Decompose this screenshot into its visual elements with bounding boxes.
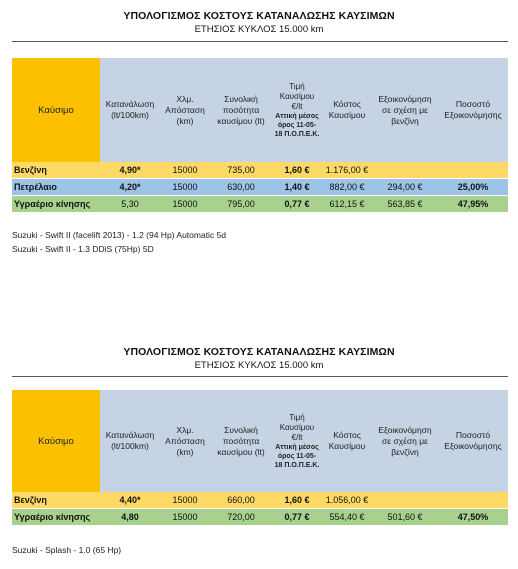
consumption-cell: 5,30 bbox=[100, 196, 160, 213]
consumption-cell: 4,80 bbox=[100, 509, 160, 526]
table1-car-note-2: Suzuki - Swift II - 1.3 DDiS (75Hp) 5D bbox=[12, 244, 154, 254]
table2-heading bbox=[0, 346, 518, 371]
quantity-cell: 735,00 bbox=[210, 162, 272, 179]
header-savings-percent: Ποσοστό Εξοικονόμησης bbox=[438, 390, 508, 492]
table-row bbox=[12, 179, 508, 196]
savings-cell: 563,85 € bbox=[372, 196, 438, 213]
fuel-name: Βενζίνη bbox=[12, 162, 100, 179]
header-fuel-price bbox=[272, 390, 322, 492]
header-distance: Χλμ. Απόσταση (km) bbox=[160, 390, 210, 492]
table2-title: ΥΠΟΛΟΓΙΣΜΟΣ ΚΟΣΤΟΥΣ ΚΑΤΑΝΑΛΩΣΗΣ ΚΑΥΣΙΜΩΝ bbox=[123, 346, 395, 358]
table-row bbox=[12, 492, 508, 509]
savings-cell bbox=[372, 492, 438, 509]
savings-cell bbox=[372, 162, 438, 179]
table1-divider bbox=[12, 41, 508, 42]
table-row bbox=[12, 196, 508, 213]
quantity-cell: 720,00 bbox=[210, 509, 272, 526]
header-fuel: Καύσιμο bbox=[12, 58, 100, 162]
distance-cell: 15000 bbox=[160, 509, 210, 526]
header-fuel-price-note: Αττική μέσος όρος 11-05-18 Π.Ο.Π.Ε.Κ. bbox=[274, 443, 320, 469]
percent-cell: 25,00% bbox=[438, 179, 508, 196]
header-fuel-price bbox=[272, 58, 322, 162]
quantity-cell: 630,00 bbox=[210, 179, 272, 196]
fuel-name: Πετρέλαιο bbox=[12, 179, 100, 196]
price-cell: 0,77 € bbox=[272, 196, 322, 213]
table2-subtitle: ΕΤΗΣΙΟΣ ΚΥΚΛΟΣ 15.000 km bbox=[194, 360, 324, 371]
percent-cell: 47,95% bbox=[438, 196, 508, 213]
price-cell: 1,40 € bbox=[272, 179, 322, 196]
percent-cell bbox=[438, 492, 508, 509]
cost-cell: 1.056,00 € bbox=[322, 492, 372, 509]
quantity-cell: 795,00 bbox=[210, 196, 272, 213]
table2 bbox=[12, 390, 508, 525]
price-cell: 0,77 € bbox=[272, 509, 322, 526]
header-savings: Εξοικονόμηση σε σχέση με βενζίνη bbox=[372, 58, 438, 162]
table1-subtitle: ΕΤΗΣΙΟΣ ΚΥΚΛΟΣ 15.000 km bbox=[194, 24, 324, 35]
header-fuel-price-note: Αττική μέσος όρος 11-05-18 Π.Ο.Π.Ε.Κ. bbox=[274, 112, 320, 138]
consumption-cell: 4,40* bbox=[100, 492, 160, 509]
header-fuel-cost: Κόστος Καυσίμου bbox=[322, 390, 372, 492]
cost-cell: 612,15 € bbox=[322, 196, 372, 213]
table1-title: ΥΠΟΛΟΓΙΣΜΟΣ ΚΟΣΤΟΥΣ ΚΑΤΑΝΑΛΩΣΗΣ ΚΑΥΣΙΜΩΝ bbox=[123, 10, 395, 22]
header-total-quantity: Συνολική ποσότητα καυσίμου (lt) bbox=[210, 390, 272, 492]
savings-cell: 294,00 € bbox=[372, 179, 438, 196]
table1-header-row bbox=[12, 58, 508, 162]
table1-car-note-1: Suzuki - Swift II (facelift 2013) - 1.2 (94 Hp) Automatic 5d bbox=[12, 230, 227, 240]
consumption-cell: 4,20* bbox=[100, 179, 160, 196]
percent-cell: 47,50% bbox=[438, 509, 508, 526]
header-fuel: Καύσιμο bbox=[12, 390, 100, 492]
distance-cell: 15000 bbox=[160, 492, 210, 509]
distance-cell: 15000 bbox=[160, 162, 210, 179]
table1 bbox=[12, 58, 508, 212]
table2-header-row bbox=[12, 390, 508, 492]
header-savings: Εξοικονόμηση σε σχέση με βενζίνη bbox=[372, 390, 438, 492]
table1-heading bbox=[0, 10, 518, 35]
header-fuel-cost: Κόστος Καυσίμου bbox=[322, 58, 372, 162]
table-row bbox=[12, 162, 508, 179]
header-consumption: Κατανάλωση (lt/100km) bbox=[100, 58, 160, 162]
cost-cell: 882,00 € bbox=[322, 179, 372, 196]
percent-cell bbox=[438, 162, 508, 179]
cost-cell: 1.176,00 € bbox=[322, 162, 372, 179]
header-savings-percent: Ποσοστό Εξοικονόμησης bbox=[438, 58, 508, 162]
distance-cell: 15000 bbox=[160, 179, 210, 196]
header-total-quantity: Συνολική ποσότητα καυσίμου (lt) bbox=[210, 58, 272, 162]
header-fuel-price-main: Τιμή Καυσίμου €/lt bbox=[279, 412, 315, 442]
fuel-name: Υγραέριο κίνησης bbox=[12, 196, 100, 213]
header-distance: Χλμ. Απόσταση (km) bbox=[160, 58, 210, 162]
header-fuel-price-main: Τιμή Καυσίμου €/lt bbox=[279, 81, 315, 111]
price-cell: 1,60 € bbox=[272, 492, 322, 509]
header-consumption: Κατανάλωση (lt/100km) bbox=[100, 390, 160, 492]
cost-cell: 554,40 € bbox=[322, 509, 372, 526]
fuel-name: Βενζίνη bbox=[12, 492, 100, 509]
distance-cell: 15000 bbox=[160, 196, 210, 213]
savings-cell: 501,60 € bbox=[372, 509, 438, 526]
price-cell: 1,60 € bbox=[272, 162, 322, 179]
table-row bbox=[12, 509, 508, 526]
table2-divider bbox=[12, 376, 508, 377]
table2-car-note-1: Suzuki - Splash - 1.0 (65 Hp) bbox=[12, 545, 122, 555]
consumption-cell: 4,90* bbox=[100, 162, 160, 179]
quantity-cell: 660,00 bbox=[210, 492, 272, 509]
fuel-name: Υγραέριο κίνησης bbox=[12, 509, 100, 526]
